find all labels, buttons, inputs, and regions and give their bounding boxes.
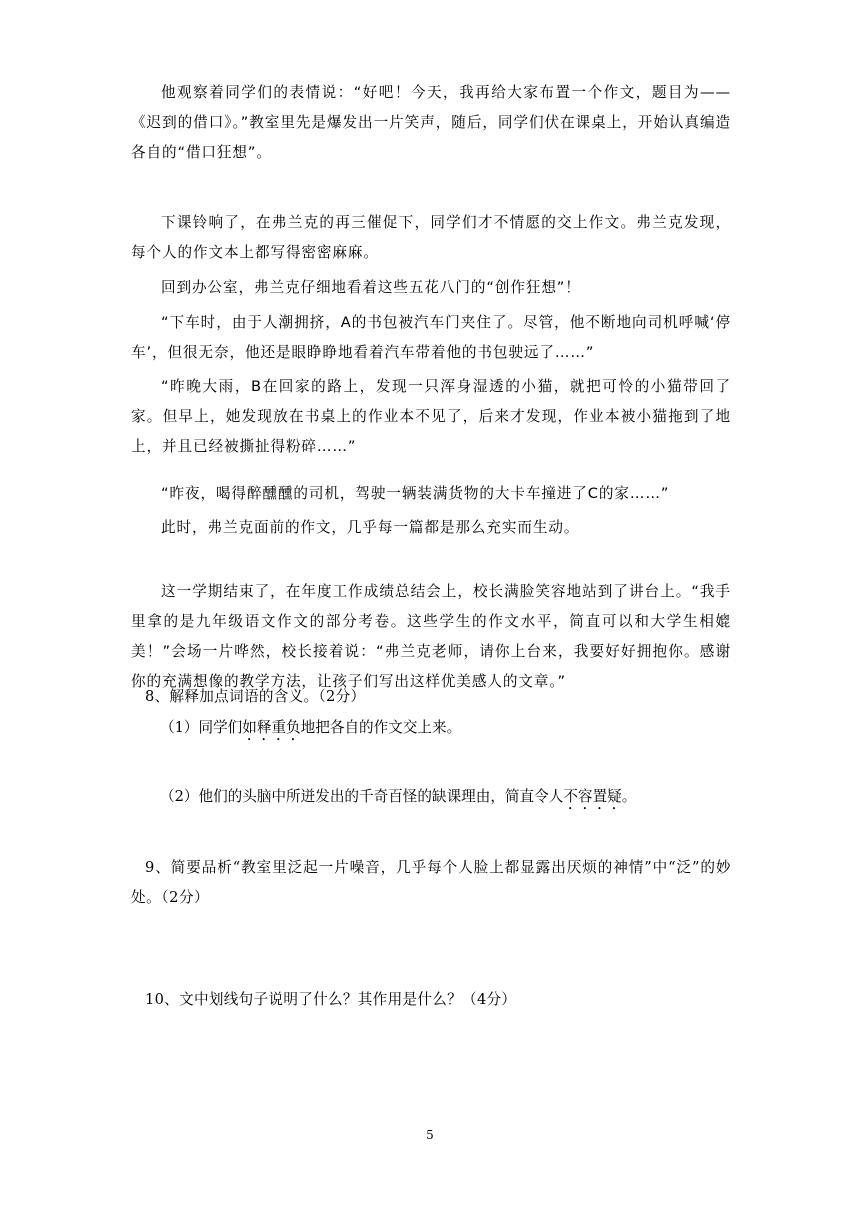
passage-paragraph-1: 他观察着同学们的表情说：“好吧！今天，我再给大家布置一个作文，题目为——《迟到的借口》。”教室里先是爆发出一片笑声，随后，同学们伏在课桌上，开始认真编造各自的“借口狂想”。 [131, 84, 731, 161]
passage-paragraph-6: “昨夜，喝得醉醺醺的司机，驾驶一辆装满货物的大卡车撞进了C的家……” [161, 485, 670, 502]
page-number: 5 [426, 1128, 434, 1142]
passage-paragraph-4: “下车时，由于人潮拥挤，A的书包被汽车门夹住了。尽管，他不断地向司机呼喊‘停车’，但很无奈，他还是眼睁睁地看着汽车带着他的书包驶远了……” [131, 314, 731, 361]
passage-paragraph-2: 下课铃响了，在弗兰克的再三催促下，同学们才不情愿的交上作文。弗兰克发现，每个人的作文本上都写得密密麻麻。 [131, 214, 731, 261]
q8-item-2-dotted-word: 不容置疑 [563, 788, 622, 805]
q8-item-1-dotted-word: 如释重负 [242, 719, 301, 736]
q8-item-1-after: 地把各自的作文交上来。 [300, 719, 462, 736]
question-10: 10、文中划线句子说明了什么？其作用是什么？（4分） [145, 991, 517, 1008]
q8-item-2-before: （2）他们的头脑中所迸发出的千奇百怪的缺课理由，简直令人 [160, 788, 564, 805]
q8-item-1-before: （1）同学们 [160, 719, 243, 736]
passage-paragraph-3: 回到办公室，弗兰克仔细地看着这些五花八门的“创作狂想”！ [161, 279, 581, 296]
passage-paragraph-5: “昨晚大雨，B在回家的路上，发现一只浑身湿透的小猫，就把可怜的小猫带回了家。但早上，她发现放在书桌上的作业本不见了，后来才发现，作业本被小猫拖到了地上，并且已经被撕扯得粉碎……” [131, 378, 731, 455]
q8-item-2-after: 。 [621, 788, 637, 805]
question-8-title: 8、解释加点词语的含义。（2分） [145, 688, 366, 705]
question-8-item-2 [160, 785, 636, 813]
passage-paragraph-8: 这一学期结束了，在年度工作成绩总结会上，校长满脸笑容地站到了讲台上。“我手里拿的是九年级语文作文的部分考卷。这些学生的作文水平，简直可以和大学生相媲美！”会场一片哗然，校长接着说：“弗兰克老师，请你上台来，我要好好拥抱你。感谢你的充满想像的教学方法，让孩子们写出这样优美感人的文章。” [131, 583, 731, 690]
question-9: 9、简要品析“教室里泛起一片噪音，几乎每个人脸上都显露出厌烦的神情”中“泛”的妙处。（2分） [131, 859, 731, 906]
question-8-item-1 [160, 716, 461, 744]
passage-paragraph-7: 此时，弗兰克面前的作文，几乎每一篇都是那么充实而生动。 [161, 519, 580, 536]
